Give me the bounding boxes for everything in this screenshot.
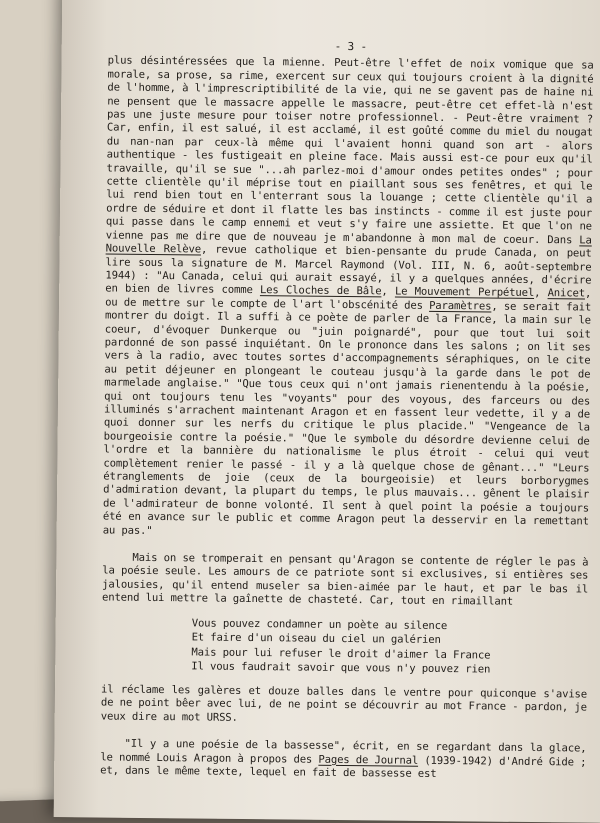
paragraph-2: Mais on se tromperait en pensant qu'Aragon se contente de régler le pas à la poésie seule. Les amours de ce patriote sont si exclusives, si entières ses jalousies, qu'il entend museler sa bien-aimée par le haut, et par le bas il entend lui mettre la gaînette de chasteté. Car, tout en rimaillant (101, 551, 589, 608)
underlined-title: Paramètres (429, 299, 492, 313)
page-number: - 3 - (334, 39, 368, 54)
adjacent-page-text (0, 0, 22, 38)
poem-line: Vous pouvez condamner un poète au silence (191, 617, 448, 632)
text-run: (1939-1942) d'André Gide ; et, dans le même texte, lequel en fait de bassesse est (100, 754, 587, 781)
poem-line: Mais pour lui refuser le droit d'aimer la France (191, 646, 491, 662)
underlined-title: La Nouvelle Relève (105, 234, 592, 256)
underlined-title: Les Cloches de Bâle (259, 284, 382, 298)
poem-quote (191, 616, 588, 679)
underlined-title: Le Mouvement Perpétuel (394, 285, 535, 300)
paragraph-3: il réclame les galères et douze balles dans le ventre pour quiconque s'avise de ne point bêer avec lui, de ne point se découvrir au mot France - pardon, je veux dire au mot URSS. (100, 683, 588, 724)
text-run: , se serait fait montrer du doigt. Il a suffi à ce poète de parler de la France, la main sur le coeur, d'évoquer Dunkerque ou "juin poignardé", pour que tout lui soit pardonné de son passé inquiétant. On le prononce dans les salons ; on lit ses vers à la radio, avec toutes sortes d'accompagnements séraphiques, on le cite au petit déjeuner en plongeant le couteau jusqu'à la garde dans le pot de marmelade anglaise." "Que tous ceux qui n'ont jamais rienentendu à la poésie, qui ont toujours tenu les "voyants" pour des voyous, des farceurs ou des illuminés s'arrachent maintenant Aragon et en fassent leur vedette, il y a de quoi donner sur les nerfs du critique le plus placide." "Vengeance de la bourgeoisie contre la poésie." "Que le symbole du désordre devienne celui de l'ordre et la bannière du nationalisme le plus étroit - celui qui veut complètement renier le passé - il y a là quelque chose de gênant..." "Leurs étranglements de joie (ceux de la bourgeoisie) et leurs borborygmes d'admiration devant, la plupart du temps, le plus mauvais... gênent le plaisir de l'admirateur de bonne volonté. Il sent à quel point la poésie a toujours été en avance sur le public et comme Aragon peut la desservir en la remettant au pas." (102, 300, 592, 537)
paragraph-1 (103, 55, 594, 543)
paragraph-4 (100, 738, 586, 783)
underlined-title: Anicet (547, 287, 586, 300)
text-run: , (381, 285, 396, 298)
poem-line: Et faire d'un oiseau du ciel un galérien (191, 631, 441, 647)
page-text (100, 37, 594, 783)
underlined-title: Pages de Journal (318, 753, 419, 767)
text-run: plus désintéressées que la mienne. Peut-être l'effet de noix vomique que sa morale, sa prose, sa rime, exercent sur ceux qui toujours croient à la dignité de l'homme, à l'imprescriptibilité de la vie, qui ne se gavent pas de haine ni ne pensent que le massacre appelle le massacre, peut-être cet effet-là n'est pas une juste mesure pour toiser notre professionnel. - Peut-être vraiment ? Car, enfin, il est salué, il est acclamé, il est goûté comme du miel du nougat du nan-nan par ceux-là même qui l'avaient honni quand son art - alors authentique - les fustigeait en pleine face. Mais aussi est-ce pour eux qu'il travaille, qu'il se sue "...ah parlez-moi d'amour ondes petites ondes" ; pour cette clientèle qu'il méprise tout en piaillant sous ses fenêtres, et qui le lui rend bien tout en l'enterrant sous la louange ; cette clientèle qu'il a ordre de séduire et dont il flatte les bas instincts - comme il est juste pour qui passe dans le camp ennemi et veut s'y faire une assiette. Et que l'on ne vienne pas me dire que de nouveau je m'abandonne à mon mal de coeur. Dans (105, 54, 594, 247)
poem-line: Il vous faudrait savoir que vous n'y pouvez rien (191, 660, 491, 676)
text-run: , ou de mettre sur le compte de l'art l'obscénité des (105, 287, 592, 312)
text-run: , revue catholique et bien-pensante du prude Canada, on peut lire sous la signature de M. Marcel Raymond (Vol. III, N. 6, août-septembre 1944) : "Au Canada, celui qui aurait essayé, il y a quelques années, d'écrire en bien de livres comme (105, 243, 592, 297)
text-run: , (534, 287, 548, 300)
text-run: "Il y a une poésie de la bassesse", écrit, en se regardant dans la glace, le nommé Louis Aragon à propos des (100, 737, 587, 766)
